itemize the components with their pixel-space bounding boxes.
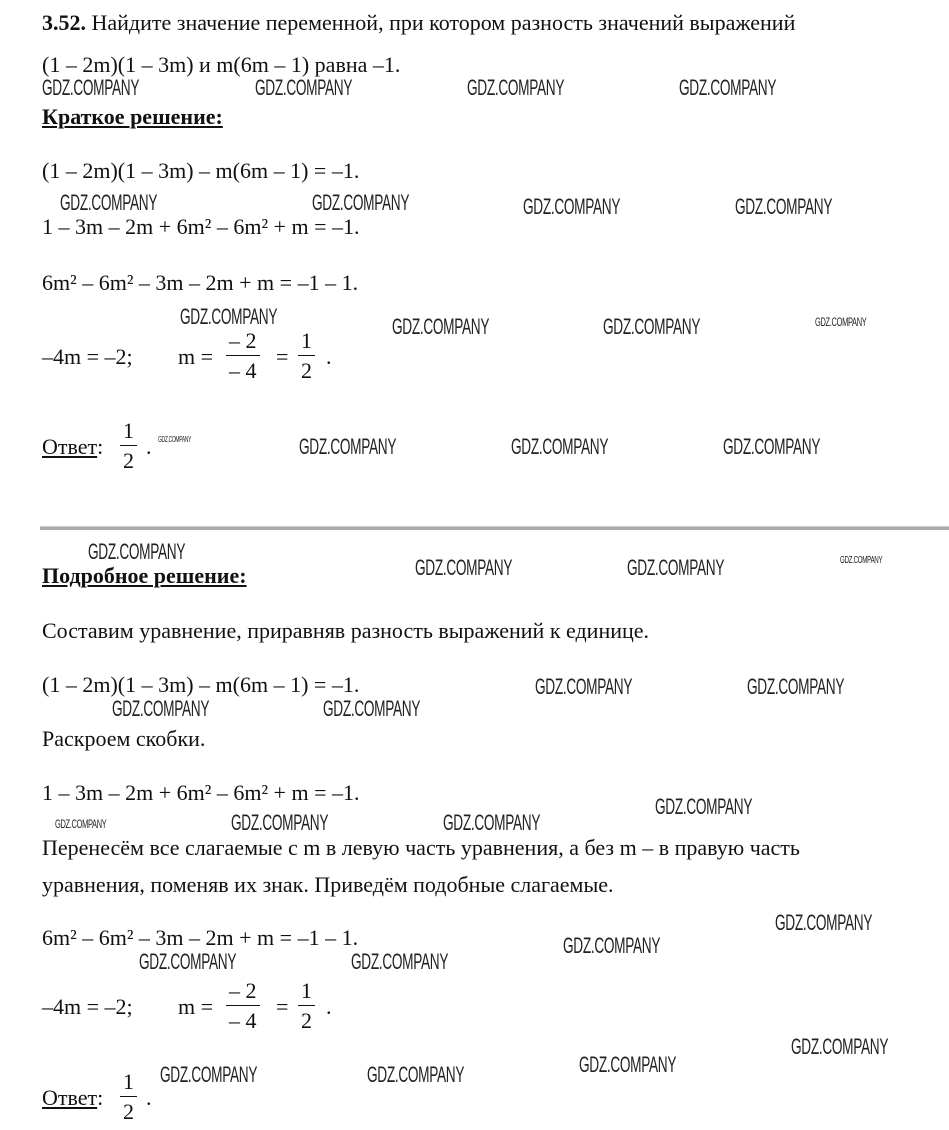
colon: : [97,1085,104,1110]
watermark: GDZ.COMPANY [467,75,565,100]
watermark: GDZ.COMPANY [55,817,107,831]
short-eq3: 6m² – 6m² – 3m – 2m + m = –1 – 1. [42,270,359,295]
denominator: 2 [123,1099,134,1124]
watermark: GDZ.COMPANY [231,810,329,835]
detailed-p2: Раскроем скобки. [42,726,206,751]
short-fraction-1 [226,330,260,382]
detailed-eq4-left: –4m = –2; [42,994,133,1019]
watermark: GDZ.COMPANY [535,674,633,699]
watermark: GDZ.COMPANY [603,314,701,339]
detailed-solution-heading: Подробное решение: [42,563,247,588]
equals: = [276,994,289,1019]
problem-text: Найдите значение переменной, при котором разность значений выражений [91,10,796,35]
detailed-eq3: 6m² – 6m² – 3m – 2m + m = –1 – 1. [42,925,359,950]
watermark: GDZ.COMPANY [679,75,777,100]
watermark: GDZ.COMPANY [747,674,845,699]
short-eq4-m: m = [178,344,214,369]
dot: . [326,344,332,369]
numerator: 1 [298,980,315,1006]
watermark: GDZ.COMPANY [415,555,513,580]
numerator: – 2 [226,330,260,356]
watermark: GDZ.COMPANY [523,194,621,219]
watermark: GDZ.COMPANY [158,435,192,444]
watermark: GDZ.COMPANY [775,910,873,935]
detailed-p3a: Перенесём все слагаемые с m в левую часть уравнения, а без m – в правую часть [42,835,800,860]
watermark: GDZ.COMPANY [60,190,158,215]
watermark: GDZ.COMPANY [312,190,410,215]
watermark: GDZ.COMPANY [723,434,821,459]
problem-number: 3.52. [42,10,86,35]
watermark: GDZ.COMPANY [579,1052,677,1077]
watermark: GDZ.COMPANY [840,555,883,566]
answer-label: Ответ [42,434,98,459]
watermark: GDZ.COMPANY [180,304,278,329]
detailed-answer-fraction [120,1071,137,1123]
watermark: GDZ.COMPANY [655,794,753,819]
dot: . [146,1085,152,1110]
watermark: GDZ.COMPANY [735,194,833,219]
short-eq4-left: –4m = –2; [42,344,133,369]
detailed-eq2: 1 – 3m – 2m + 6m² – 6m² + m = –1. [42,780,360,805]
watermark: GDZ.COMPANY [367,1062,465,1087]
denominator: 2 [123,448,134,473]
detailed-p1: Составим уравнение, приравняв разность выражений к единице. [42,618,650,643]
answer-label: Ответ [42,1085,98,1110]
numerator: 1 [120,420,137,446]
short-answer-label [42,436,103,458]
detailed-eq1: (1 – 2m)(1 – 3m) – m(6m – 1) = –1. [42,672,360,697]
watermark: GDZ.COMPANY [112,696,210,721]
numerator: 1 [298,330,315,356]
watermark: GDZ.COMPANY [42,75,140,100]
detailed-answer-label [42,1087,103,1109]
numerator: 1 [120,1071,137,1097]
watermark: GDZ.COMPANY [627,555,725,580]
watermark: GDZ.COMPANY [160,1062,258,1087]
denominator: 2 [301,358,312,383]
watermark: GDZ.COMPANY [351,949,449,974]
problem-text-2: (1 – 2m)(1 – 3m) и m(6m – 1) равна –1. [42,52,401,77]
watermark: GDZ.COMPANY [443,810,541,835]
dot: . [326,994,332,1019]
detailed-fraction-2 [298,980,315,1032]
detailed-fraction-1 [226,980,260,1032]
watermark: GDZ.COMPANY [511,434,609,459]
denominator: – 4 [229,1008,257,1033]
watermark: GDZ.COMPANY [815,315,867,329]
denominator: – 4 [229,358,257,383]
watermark: GDZ.COMPANY [255,75,353,100]
watermark: GDZ.COMPANY [563,933,661,958]
dot: . [146,434,152,459]
colon: : [97,434,104,459]
watermark: GDZ.COMPANY [323,696,421,721]
watermark: GDZ.COMPANY [88,539,186,564]
short-answer-fraction [120,420,137,472]
denominator: 2 [301,1008,312,1033]
short-fraction-2 [298,330,315,382]
watermark: GDZ.COMPANY [299,434,397,459]
short-eq2: 1 – 3m – 2m + 6m² – 6m² + m = –1. [42,214,360,239]
watermark: GDZ.COMPANY [392,314,490,339]
watermark: GDZ.COMPANY [139,949,237,974]
numerator: – 2 [226,980,260,1006]
problem-statement [42,12,795,34]
watermark: GDZ.COMPANY [791,1034,889,1059]
short-solution-heading: Краткое решение: [42,104,223,129]
equals: = [276,344,289,369]
section-divider [40,526,949,530]
detailed-eq4-m: m = [178,994,214,1019]
short-eq1: (1 – 2m)(1 – 3m) – m(6m – 1) = –1. [42,158,360,183]
detailed-p3b: уравнения, поменяв их знак. Приведём подобные слагаемые. [42,872,614,897]
